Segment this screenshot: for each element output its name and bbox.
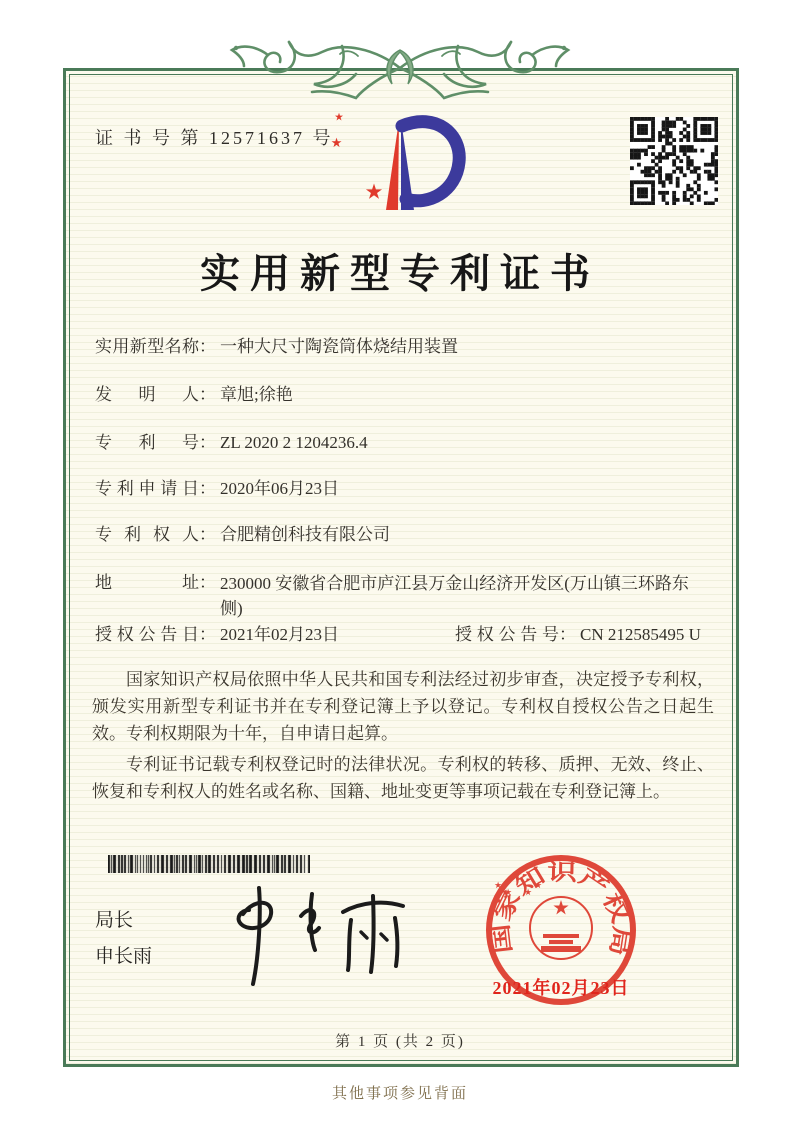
page-number: 第 1 页 (共 2 页) [335,1034,465,1050]
field-value: CN 212585495 U [580,625,701,644]
field-row-inventor [95,383,715,407]
barcode [108,855,310,873]
field-row-patent-no [95,431,715,455]
grant-no-group [455,623,701,647]
handwritten-signature [215,882,415,990]
signer-name: 申长雨 [95,946,153,967]
field-label: 授权公告号 [455,625,559,644]
legal-paragraphs [92,666,714,809]
field-value: 2021年02月23日 [220,625,339,644]
certificate-number: 证 书 号 第 12571637 号 [95,128,334,148]
legal-paragraph-1: 国家知识产权局依照中华人民共和国专利法经过初步审查，决定授予专利权，颁发实用新型专利证书并在专利登记簿上予以登记。专利权自授权公告之日起生效。专利权期限为十年，自申请日起算。 [92,670,714,743]
seal-date: 2021年02月23日 [492,978,630,998]
back-side-note: 其他事项参见背面 [331,1086,468,1102]
field-value: 2020年06月23日 [220,479,339,498]
field-colon: ： [559,625,576,644]
field-label: 发明人 [95,385,199,404]
field-colon: ： [199,337,216,356]
field-value: 230000 安徽省合肥市庐江县万金山经济开发区(万山镇三环路东侧) [220,574,689,618]
field-row-name [95,335,715,359]
cnipa-logo-icon [328,110,478,222]
field-colon: ： [199,385,216,404]
field-label: 授权公告日 [95,625,199,644]
field-row-patentee [95,523,715,547]
field-colon: ： [199,625,216,644]
field-colon: ： [199,573,216,592]
grant-date-group [95,625,339,644]
certificate-title: 实用新型专利证书 [200,251,600,296]
field-value: 合肥精创科技有限公司 [220,525,390,544]
field-row-filing-date [95,477,715,501]
field-label: 专利申请日 [95,479,199,498]
field-colon: ： [199,479,216,498]
field-label: 实用新型名称 [95,337,199,356]
field-colon: ： [199,433,216,452]
field-value: 一种大尺寸陶瓷筒体烧结用装置 [220,337,458,356]
signer-title: 局长 [95,910,134,931]
field-colon: ： [199,525,216,544]
signer-block [95,903,152,975]
field-row-address [95,571,715,621]
field-label: 专利号 [95,433,199,452]
field-value: 章旭;徐艳 [220,385,293,404]
certificate-fields [95,335,715,647]
field-row-grant [95,623,715,647]
field-label: 地址 [95,573,199,592]
seal-agency-text: 国家知识产权局 [488,859,635,955]
qr-code [630,117,718,205]
field-label: 专利权人 [95,525,199,544]
legal-paragraph-2: 专利证书记载专利权登记时的法律状况。专利权的转移、质押、无效、终止、恢复和专利权人的姓名或名称、国籍、地址变更等事项记载在专利登记簿上。 [92,755,714,801]
field-value: ZL 2020 2 1204236.4 [220,433,368,452]
